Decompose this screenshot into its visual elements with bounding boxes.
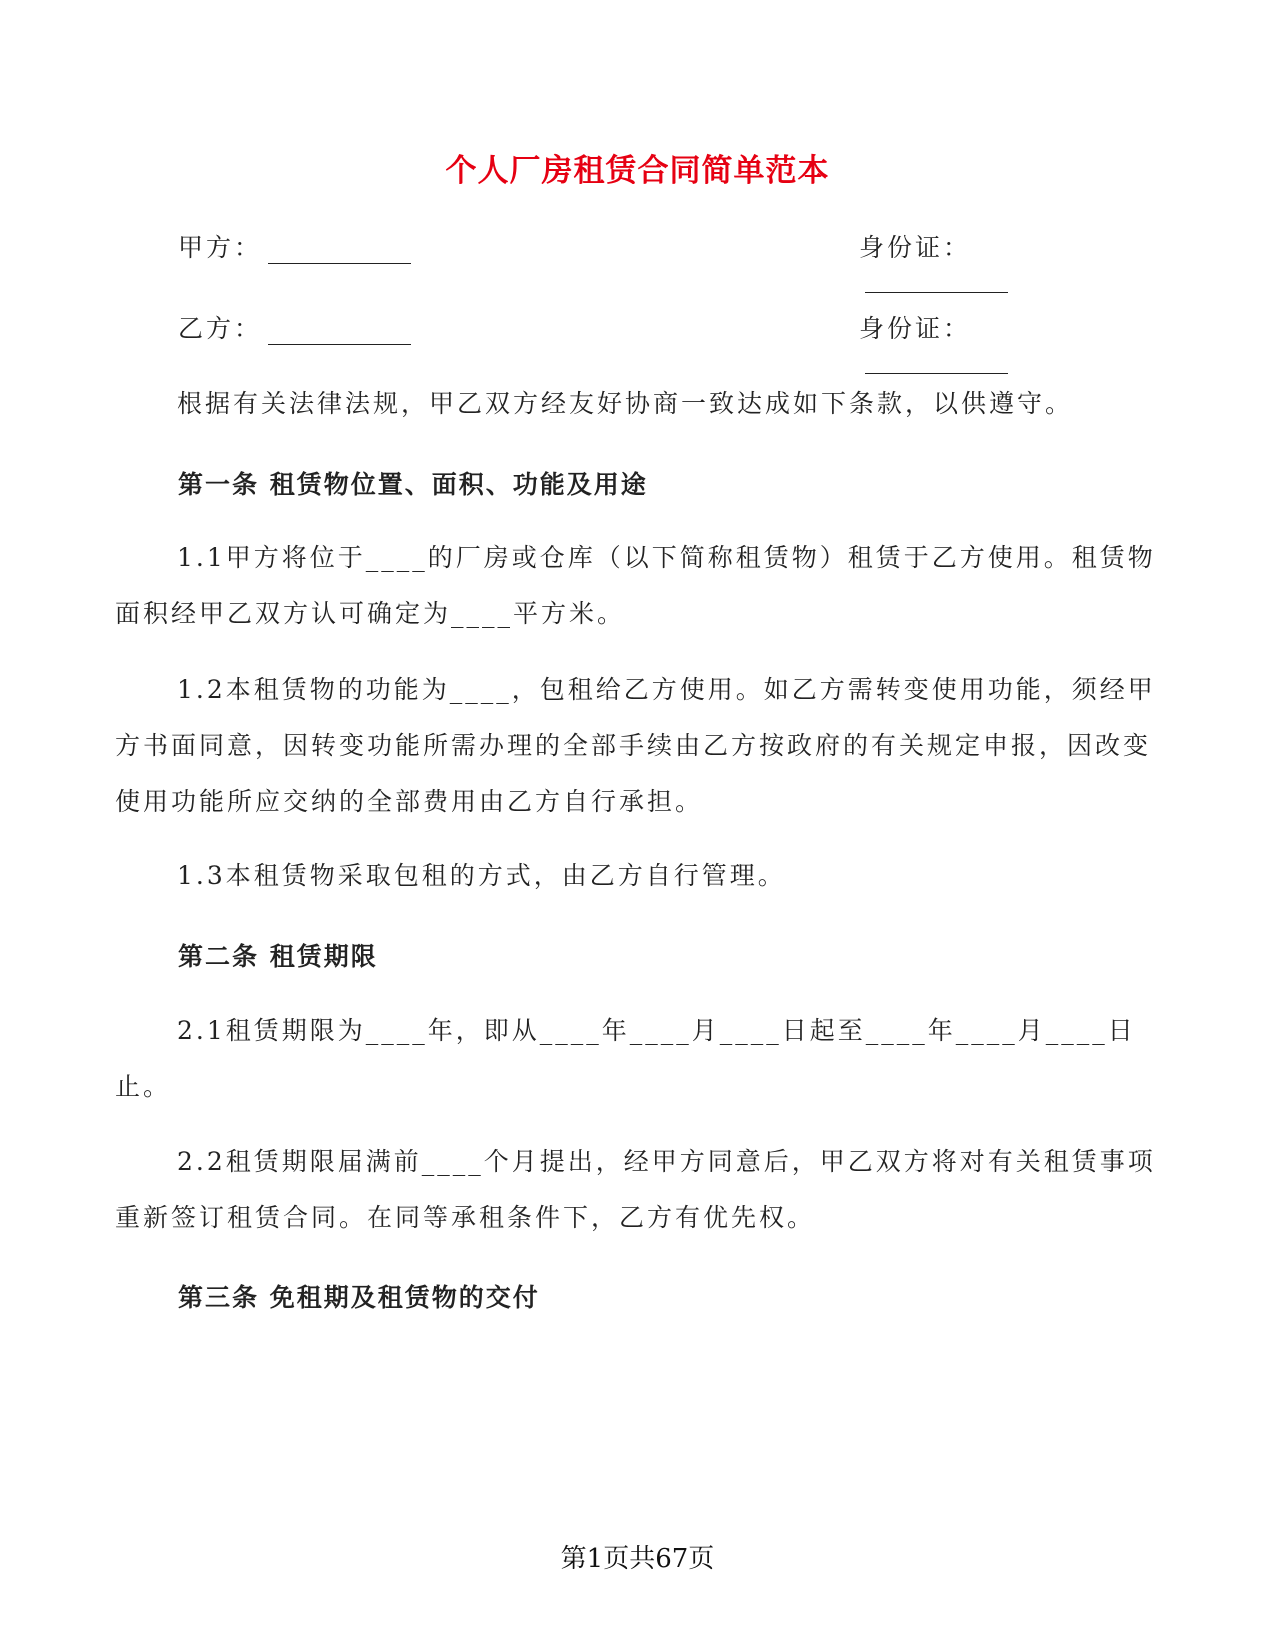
article-1-1-paragraph: 1.1甲方将位于____的厂房或仓库（以下简称租赁物）租赁于乙方使用。租赁物面积经甲乙双方认可确定为____平方米。	[115, 543, 1156, 628]
article-2-1-paragraph: 2.1租赁期限为____年，即从____年____月____日起至____年____月____日止。	[115, 1016, 1136, 1101]
party-b-id-field	[859, 309, 1118, 374]
party-a-blank	[268, 237, 411, 264]
article-1-3-paragraph: 1.3本租赁物采取包租的方式，由乙方自行管理。	[177, 861, 786, 890]
article-2-2-paragraph: 2.2租赁期限届满前____个月提出，经甲方同意后，甲乙双方将对有关租赁事项重新签订租赁合同。在同等承租条件下，乙方有优先权。	[115, 1147, 1156, 1232]
intro-paragraph: 根据有关法律法规，甲乙双方经友好协商一致达成如下条款，以供遵守。	[177, 389, 1074, 418]
party-b-field	[178, 309, 411, 345]
party-b-row	[178, 309, 1118, 349]
party-a-id-label: 身份证：	[859, 233, 972, 262]
document-title: 个人厂房租赁合同简单范本	[445, 153, 830, 189]
page-number: 第1页共67页	[560, 1544, 715, 1574]
party-b-label: 乙方：	[178, 314, 263, 343]
article-1-heading: 第一条 租赁物位置、面积、功能及用途	[178, 470, 648, 499]
party-a-id-field	[859, 228, 1118, 293]
party-a-field	[178, 228, 411, 264]
article-2-heading: 第二条 租赁期限	[178, 942, 378, 971]
party-a-row	[178, 228, 1118, 268]
party-b-blank	[268, 318, 411, 345]
party-b-id-label: 身份证：	[859, 314, 972, 343]
party-b-id-blank	[865, 347, 1008, 374]
article-1-2-paragraph: 1.2本租赁物的功能为____，包租给乙方使用。如乙方需转变使用功能，须经甲方书面同意，因转变功能所需办理的全部手续由乙方按政府的有关规定申报，因改变使用功能所应交纳的全部费用由乙方自行承担。	[115, 675, 1156, 816]
party-a-id-blank	[865, 266, 1008, 293]
article-3-heading: 第三条 免租期及租赁物的交付	[178, 1283, 540, 1312]
party-a-label: 甲方：	[178, 233, 263, 262]
